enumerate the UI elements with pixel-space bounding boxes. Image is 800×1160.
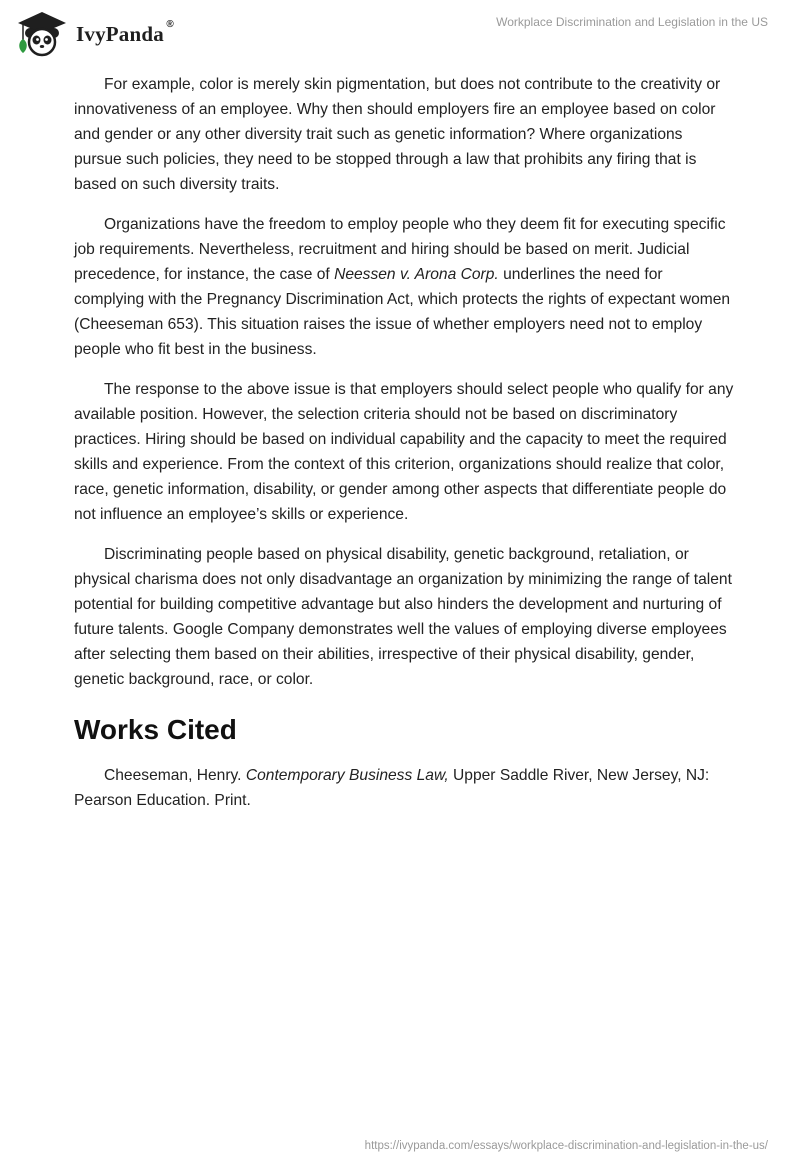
registered-mark: ® [166, 18, 174, 30]
works-cited-heading: Works Cited [74, 714, 237, 745]
document-title: Workplace Discrimination and Legislation in the US [496, 15, 768, 29]
paragraph-4: Discriminating people based on physical disability, genetic background, retaliation, or physical charisma does not only disadvantage an organization by minimizing the range of talent potential for building competitive advantage but also hinders the development and nurturing of future talents. Google Company demonstrates well the values of employing diverse employees after selecting them based on their abilities, irrespective of their physical disability, gender, genetic background, race, or color. [74, 546, 732, 688]
page-header [0, 0, 800, 64]
paragraph-1: For example, color is merely skin pigmentation, but does not contribute to the creativity or innovativeness of an employee. Why then should employers fire an employee based on color and gender or any other diversity trait such as genetic information? Where organizations pursue such policies, they need to be stopped through a law that prohibits any firing that is based on such diversity traits. [74, 76, 721, 193]
panda-graduate-icon [14, 9, 70, 57]
works-cited-entry [74, 763, 734, 813]
brand-name: IvyPanda ® [76, 18, 174, 46]
citation-publisher: Upper Saddle River, New Jersey, NJ: Pearson Education. Print. [74, 767, 710, 809]
paragraph-2 [74, 212, 734, 362]
paragraph-2-text-after: underlines the need for complying with the Pregnancy Discrimination Act, which protects the rights of expectant women (Cheeseman 653). This situation raises the issue of whether employers need not to employ people who fit best in the business. [74, 266, 731, 358]
source-url[interactable]: https://ivypanda.com/essays/workplace-discrimination-and-legislation-in-the-us/ [364, 1140, 768, 1152]
paragraph-3: The response to the above issue is that employers should select people who qualify for any available position. However, the selection criteria should not be based on discriminatory practices. Hiring should be based on individual capability and the capacity to meet the required skills and experience. From the context of this criterion, organizations should realize that color, race, genetic information, disability, or gender among other aspects that differentiate people do not influence an employee’s skills or experience. [74, 381, 734, 523]
citation-author: Cheeseman, Henry. [104, 767, 246, 784]
citation-title: Contemporary Business Law, [245, 767, 449, 784]
ivypanda-logo[interactable] [14, 9, 174, 57]
essay-content [74, 72, 734, 828]
paragraph-2-text-before: Organizations have the freedom to employ people who they deem fit for executing specific job requirements. Nevertheless, recruitment and hiring should be based on merit. Judicial precedence, for instance, the case of [74, 216, 726, 283]
case-name: Neessen v. Arona Corp. [334, 266, 499, 283]
